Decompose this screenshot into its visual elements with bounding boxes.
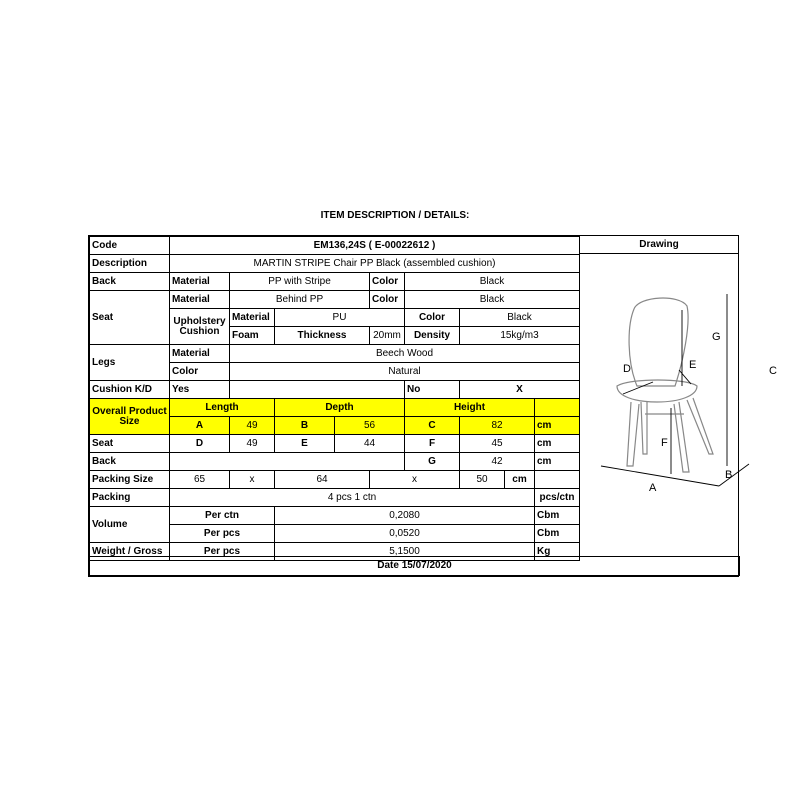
seat-d-letter: D bbox=[170, 435, 230, 453]
volume-per-pcs-value: 0,0520 bbox=[275, 525, 535, 543]
code-value: EM136,24S ( E-00022612 ) bbox=[170, 237, 580, 255]
back-dims-unit: cm bbox=[535, 453, 580, 471]
date-table bbox=[89, 556, 740, 576]
legs-color-value: Natural bbox=[230, 363, 580, 381]
weight-unit: Kg bbox=[535, 543, 580, 561]
seat-material-label: Material bbox=[170, 291, 230, 309]
packing-size-width: 64 bbox=[275, 471, 370, 489]
packing-size-length: 65 bbox=[170, 471, 230, 489]
chair-drawing bbox=[579, 254, 777, 554]
seat-dims-unit: cm bbox=[535, 435, 580, 453]
overall-a-value: 49 bbox=[230, 417, 275, 435]
drawing-label-c: C bbox=[769, 365, 777, 377]
seat-material-value: Behind PP bbox=[230, 291, 370, 309]
cushion-kd-mark: X bbox=[460, 381, 580, 399]
legs-color-label: Color bbox=[170, 363, 230, 381]
weight-per-pcs-label: Per pcs bbox=[170, 543, 275, 561]
back-label: Back bbox=[90, 273, 170, 291]
back-g-value: 42 bbox=[460, 453, 535, 471]
seat-f-letter: F bbox=[405, 435, 460, 453]
code-label: Code bbox=[90, 237, 170, 255]
thickness-value: 20mm bbox=[370, 327, 405, 345]
overall-c-letter: C bbox=[405, 417, 460, 435]
drawing-label-g: G bbox=[712, 331, 721, 343]
drawing-label-e: E bbox=[689, 359, 697, 371]
length-header: Length bbox=[170, 399, 275, 417]
seat-d-value: 49 bbox=[230, 435, 275, 453]
packing-size-label: Packing Size bbox=[90, 471, 170, 489]
overall-unit: cm bbox=[535, 417, 580, 435]
chair-leg-front-right bbox=[674, 402, 689, 472]
chair-backrest bbox=[629, 298, 688, 386]
back-color-label: Color bbox=[370, 273, 405, 291]
spec-table bbox=[89, 236, 580, 561]
back-color-value: Black bbox=[405, 273, 580, 291]
packing-value: 4 pcs 1 ctn bbox=[170, 489, 535, 507]
dim-line-d bbox=[623, 382, 653, 394]
back-g-letter: G bbox=[405, 453, 460, 471]
seat-e-letter: E bbox=[275, 435, 335, 453]
seat-f-value: 45 bbox=[460, 435, 535, 453]
description-label: Description bbox=[90, 255, 170, 273]
overall-header-blank bbox=[535, 399, 580, 417]
uph-color-label: Color bbox=[405, 309, 460, 327]
drawing-label-f: F bbox=[661, 437, 668, 449]
weight-label: Weight / Gross bbox=[90, 543, 170, 561]
back-material-value: PP with Stripe bbox=[230, 273, 370, 291]
drawing-panel bbox=[579, 236, 777, 556]
drawing-label-d: D bbox=[623, 363, 631, 375]
cushion-kd-no: No bbox=[405, 381, 460, 399]
packing-unit: pcs/ctn bbox=[535, 489, 580, 507]
chair-leg-back-left bbox=[641, 402, 647, 454]
seat-e-value: 44 bbox=[335, 435, 405, 453]
spec-sheet bbox=[88, 235, 777, 577]
overall-b-value: 56 bbox=[335, 417, 405, 435]
height-header: Height bbox=[405, 399, 535, 417]
uph-color-value: Black bbox=[460, 309, 580, 327]
foam-label: Foam bbox=[230, 327, 275, 345]
seat-color-label: Color bbox=[370, 291, 405, 309]
overall-b-letter: B bbox=[275, 417, 335, 435]
volume-per-ctn-value: 0,2080 bbox=[275, 507, 535, 525]
overall-c-value: 82 bbox=[460, 417, 535, 435]
back-dims-label: Back bbox=[90, 453, 170, 471]
upholstery-label: Upholstery Cushion bbox=[170, 309, 230, 345]
packing-size-x1: x bbox=[230, 471, 275, 489]
seat-dims-label: Seat bbox=[90, 435, 170, 453]
volume-per-ctn-label: Per ctn bbox=[170, 507, 275, 525]
description-value: MARTIN STRIPE Chair PP Black (assembled cushion) bbox=[170, 255, 580, 273]
back-dims-blank bbox=[170, 453, 405, 471]
uph-material-value: PU bbox=[275, 309, 405, 327]
legs-material-label: Material bbox=[170, 345, 230, 363]
dim-line-a bbox=[601, 466, 719, 486]
weight-per-pcs-value: 5,1500 bbox=[275, 543, 535, 561]
packing-size-x2: x bbox=[370, 471, 460, 489]
chair-leg-back-right bbox=[687, 398, 713, 454]
overall-size-label: Overall Product Size bbox=[90, 399, 170, 435]
seat-color-value: Black bbox=[405, 291, 580, 309]
thickness-label: Thickness bbox=[275, 327, 370, 345]
chair-leg-front-left bbox=[627, 402, 639, 466]
depth-header: Depth bbox=[275, 399, 405, 417]
overall-a-letter: A bbox=[170, 417, 230, 435]
drawing-label-a: A bbox=[649, 482, 657, 494]
density-value: 15kg/m3 bbox=[460, 327, 580, 345]
packing-size-blank bbox=[535, 471, 580, 489]
volume-per-pcs-unit: Cbm bbox=[535, 525, 580, 543]
uph-material-label: Material bbox=[230, 309, 275, 327]
seat-label: Seat bbox=[90, 291, 170, 345]
drawing-label-b: B bbox=[725, 469, 733, 481]
volume-per-ctn-unit: Cbm bbox=[535, 507, 580, 525]
volume-label: Volume bbox=[90, 507, 170, 543]
cushion-kd-yes: Yes bbox=[170, 381, 230, 399]
density-label: Density bbox=[405, 327, 460, 345]
drawing-header: Drawing bbox=[579, 236, 739, 254]
chair-seat bbox=[617, 380, 697, 402]
legs-material-value: Beech Wood bbox=[230, 345, 580, 363]
packing-label: Packing bbox=[90, 489, 170, 507]
legs-label: Legs bbox=[90, 345, 170, 381]
dim-line-b bbox=[719, 464, 749, 486]
packing-size-unit: cm bbox=[505, 471, 535, 489]
date-footer: Date 15/07/2020 bbox=[90, 557, 740, 576]
back-material-label: Material bbox=[170, 273, 230, 291]
packing-size-height: 50 bbox=[460, 471, 505, 489]
volume-per-pcs-label: Per pcs bbox=[170, 525, 275, 543]
page-title: ITEM DESCRIPTION / DETAILS: bbox=[320, 210, 470, 221]
cushion-kd-yes-value bbox=[230, 381, 405, 399]
cushion-kd-label: Cushion K/D bbox=[90, 381, 170, 399]
